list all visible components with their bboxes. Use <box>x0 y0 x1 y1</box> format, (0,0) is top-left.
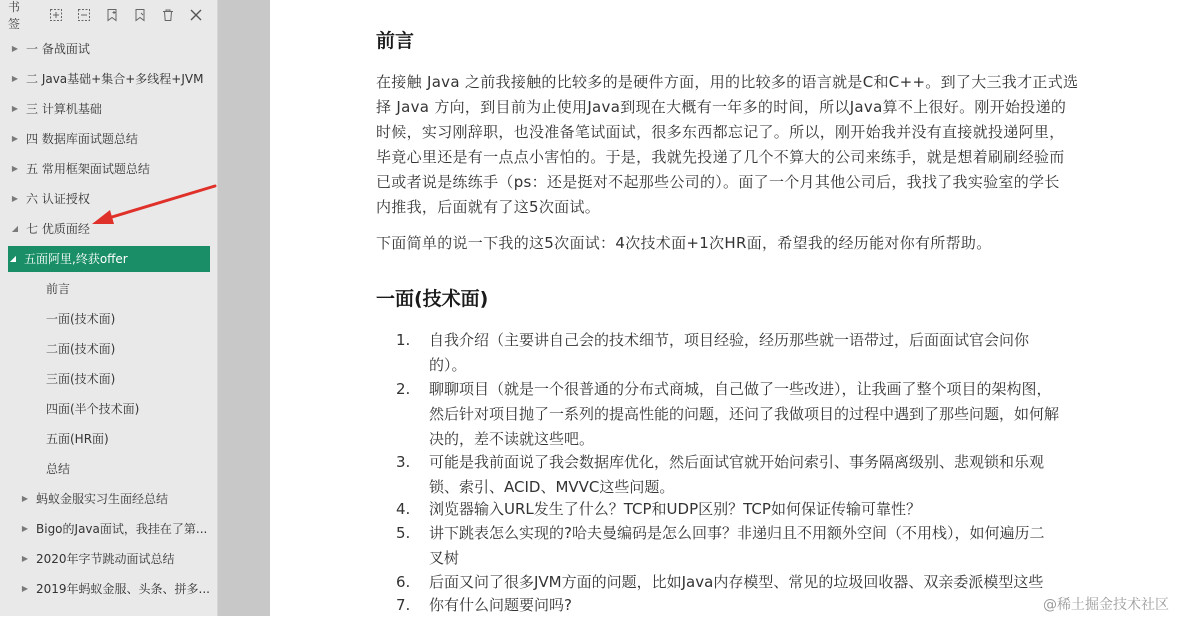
bookmark-item[interactable] <box>10 66 215 92</box>
bookmark-label: 总结 <box>46 462 71 476</box>
bookmark-panel <box>0 0 218 616</box>
bookmark-item[interactable] <box>20 486 212 512</box>
watermark: @稀土掘金技术社区 <box>1043 597 1169 613</box>
text-line: 的）。 <box>429 356 467 374</box>
text-line: 在接触 Java 之前我接触的比较多的是硬件方面，用的比较多的语言就是C和C++。到了大三我才正式选 <box>376 73 1079 91</box>
text-line: 讲下跳表怎么实现的?哈夫曼编码是怎么回事？非递归且不用额外空间（不用栈），如何遍历二 <box>429 524 1045 542</box>
delete-icon[interactable] <box>161 8 175 22</box>
list-number: 3. <box>396 453 411 471</box>
list-number: 5. <box>396 524 411 542</box>
collapse-arrow-icon[interactable]: ◢ <box>11 224 19 233</box>
bookmark-subitem[interactable] <box>46 306 218 332</box>
list-number: 1. <box>396 331 411 349</box>
bookmark-label: 2019年蚂蚁金服、头条、拼多... <box>36 582 210 596</box>
bookmark-label: 六 认证授权 <box>26 192 90 206</box>
bookmark-label: 2020年字节跳动面试总结 <box>36 552 175 566</box>
bookmark-label: 蚂蚁金服实习生面经总结 <box>36 492 169 506</box>
text-line: 择 Java 方向，到目前为止使用Java到现在大概有一年多的时间，所以Java算不上很好。刚开始投递的 <box>376 98 1067 116</box>
list-number: 2. <box>396 380 411 398</box>
text-line: 毕竟心里还是有一点点小害怕的。于是，我就先投递了几个不算大的公司来练手，就是想着刷刷经验而 <box>376 148 1065 166</box>
collapse-all-icon[interactable] <box>77 8 91 22</box>
page-gutter <box>218 0 270 616</box>
bookmark-label: 五 常用框架面试题总结 <box>26 162 150 176</box>
document-page[interactable] <box>270 0 1187 616</box>
text-line: 已或者说是练练手（ps：还是挺对不起那些公司的）。面了一个月其他公司后，我找了我实验室的学长 <box>376 173 1060 191</box>
bookmark-toolbar <box>0 0 217 30</box>
expand-arrow-icon[interactable]: ▶ <box>11 104 19 113</box>
bookmark-item[interactable] <box>10 96 215 122</box>
expand-arrow-icon[interactable]: ▶ <box>21 584 29 593</box>
bookmark-item[interactable] <box>20 576 212 602</box>
bookmark-subitem[interactable] <box>46 366 218 392</box>
expand-arrow-icon[interactable]: ▶ <box>11 74 19 83</box>
bookmark-label: 一 备战面试 <box>26 42 90 56</box>
bookmark-label: 四 数据库面试题总结 <box>26 132 138 146</box>
bookmark-label: 五面阿里,终获offer <box>24 252 128 266</box>
text-line: 决的，差不读就这些吧。 <box>429 430 595 448</box>
text-line: 浏览器输入URL发生了什么？TCP和UDP区别？TCP如何保证传输可靠性？ <box>429 500 921 518</box>
expand-arrow-icon[interactable]: ▶ <box>11 194 19 203</box>
text-line: 锁、索引、ACID、MVVC这些问题。 <box>429 478 675 496</box>
text-line: 你有什么问题要问吗? <box>429 596 572 614</box>
expand-arrow-icon[interactable]: ▶ <box>21 554 29 563</box>
text-line: 后面又问了很多JVM方面的问题，比如Java内存模型、常见的垃圾回收器、双亲委派模型这些 <box>429 573 1044 591</box>
bookmark-panel-title: 书签 <box>8 0 21 31</box>
bookmark-label: 二面(技术面) <box>46 342 116 356</box>
text-line: 自我介绍（主要讲自己会的技术细节，项目经验，经历那些就一语带过，后面面试官会问你 <box>429 331 1030 349</box>
collapse-arrow-icon[interactable]: ◢ <box>9 254 17 263</box>
close-icon[interactable] <box>189 8 203 22</box>
bookmark-label: 四面(半个技术面) <box>46 402 140 416</box>
text-line: 然后针对项目抛了一系列的提高性能的问题，还问了我做项目的过程中遇到了那些问题，如何解 <box>429 405 1060 423</box>
expand-arrow-icon[interactable]: ▶ <box>21 494 29 503</box>
bookmark-label: 一面(技术面) <box>46 312 116 326</box>
section-heading: 一面(技术面) <box>376 288 489 310</box>
bookmark-subitem[interactable] <box>46 456 218 482</box>
bookmark-label: 五面(HR面) <box>46 432 109 446</box>
bookmark-item[interactable] <box>10 36 215 62</box>
bookmark-subitem[interactable] <box>46 276 218 302</box>
expand-arrow-icon[interactable]: ▶ <box>11 134 19 143</box>
section-heading: 前言 <box>376 30 415 52</box>
bookmark-item-selected[interactable] <box>8 246 210 272</box>
text-line: 可能是我前面说了我会数据库优化，然后面试官就开始问索引、事务隔离级别、悲观锁和乐观 <box>429 453 1045 471</box>
bookmark-label: 七 优质面经 <box>26 222 90 236</box>
text-line: 内推我，后面就有了这5次面试。 <box>376 198 601 216</box>
expand-arrow-icon[interactable]: ▶ <box>11 164 19 173</box>
text-line: 聊聊项目（就是一个很普通的分布式商城，自己做了一些改进），让我画了整个项目的架构图， <box>429 380 1052 398</box>
bookmark-label: Bigo的Java面试，我挂在了第... <box>36 522 208 536</box>
bookmark-icon[interactable] <box>133 8 147 22</box>
expand-arrow-icon[interactable]: ▶ <box>21 524 29 533</box>
bookmark-label: 三 计算机基础 <box>26 102 102 116</box>
bookmark-label: 三面(技术面) <box>46 372 116 386</box>
summary-paragraph: 下面简单的说一下我的这5次面试：4次技术面+1次HR面，希望我的经历能对你有所帮助。 <box>376 234 992 252</box>
expand-all-icon[interactable] <box>49 8 63 22</box>
bookmark-item[interactable] <box>20 516 212 542</box>
annotation-arrow-icon <box>80 178 218 230</box>
bookmark-subitem[interactable] <box>46 336 218 362</box>
bookmark-item[interactable] <box>20 546 212 572</box>
bookmark-subitem[interactable] <box>46 426 218 452</box>
bookmark-item[interactable] <box>10 126 215 152</box>
intro-paragraph <box>376 70 1166 220</box>
add-bookmark-icon[interactable] <box>105 8 119 22</box>
bookmark-subitem[interactable] <box>46 396 218 422</box>
bookmark-label: 前言 <box>46 282 71 296</box>
bookmark-label: 二 Java基础+集合+多线程+JVM <box>26 72 204 86</box>
text-line: 叉树 <box>429 549 460 567</box>
text-line: 时候，实习刚辞职，也没准备笔试面试，很多东西都忘记了。所以，刚开始我并没有直接就投递阿里， <box>376 123 1065 141</box>
list-number: 4. <box>396 500 411 518</box>
list-number: 7. <box>396 596 411 614</box>
list-number: 6. <box>396 573 411 591</box>
expand-arrow-icon[interactable]: ▶ <box>11 44 19 53</box>
